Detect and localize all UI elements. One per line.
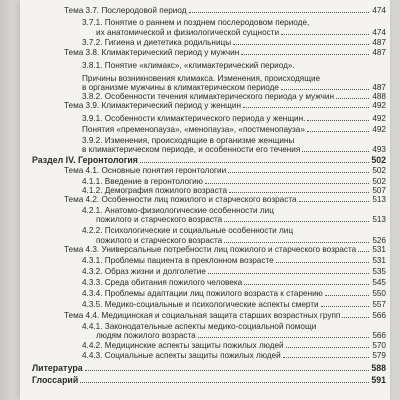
toc-entry: Тема 4.4. Медицинская и социальная защита старших возрастных групп 566 [64, 310, 386, 320]
toc-entry: Понятия «пременопауза», «менопауза», «постменопауза» 492 [82, 125, 386, 135]
toc-entry: их анатомической и физиологической сущности 474 [96, 27, 386, 37]
toc-entry: 4.1.2. Демография пожилого возраста 507 [82, 185, 386, 195]
toc-entry: 4.3.3. Среда обитания пожилого человека 545 [82, 277, 386, 287]
toc-entry: 4.3.2. Образ жизни и долголетие 535 [82, 266, 386, 276]
toc-entry: пожилого и старческого возраста 513 [96, 215, 386, 225]
toc-entry: 4.1.1. Введение в геронтологию 502 [82, 176, 386, 186]
toc-entry: 3.8.1. Понятие «климакс», «климактерический период». [82, 60, 295, 70]
toc-entry: 4.3.1. Проблемы пациента в преклонном возрасте 531 [82, 255, 386, 265]
toc-entry: 4.2.2. Психологические и социальные особенности лиц [82, 226, 294, 236]
toc-entry: 4.4.2. Медицинские аспекты защиты пожилых людей 570 [82, 341, 386, 351]
toc-entry: Тема 4.3. Универсальные потребности лиц пожилого и старческого возраста 531 [64, 244, 386, 254]
toc-entry: Тема 3.9. Климактерический период у женщин 492 [64, 101, 386, 111]
toc-section-heading: Литература 588 [32, 363, 386, 373]
left-page-edge [0, 0, 20, 400]
toc-entry: Тема 3.8. Климактерический период у мужчин 487 [64, 47, 386, 57]
toc-entry: 3.7.1. Понятие о раннем и позднем послеродовом периоде, [82, 18, 310, 28]
toc-entry: 4.4.1. Законодательные аспекты медико-социальной помощи [82, 322, 317, 331]
toc-entry: 3.9.2. Изменения, происходящие в организме женщины [82, 136, 295, 146]
toc-entry: 3.9.1. Особенности климактерического периода у женщин. 492 [82, 114, 386, 124]
toc-entry: Тема 4.1. Основные понятия геронтологии 502 [64, 165, 386, 175]
toc-section-heading: Раздел IV. Геронтология 502 [32, 155, 386, 166]
toc-entry: в организме мужчины в климактерическом периоде 487 [82, 82, 386, 92]
toc-entry: Тема 4.2. Особенности лиц пожилого и старческого возраста 513 [64, 195, 386, 205]
toc-entry: пожилого и старческого возраста 526 [96, 235, 386, 245]
toc-entry: 3.8.2. Особенности течения климактерического периода у мужчин 488 [82, 92, 386, 101]
toc-entry: Причины возникновения климакса. Изменения, происходящие [82, 73, 321, 83]
toc-entry: 3.7.2. Гигиена и диететика родильницы 487 [82, 37, 386, 47]
toc-entry: людям пожилого возраста 566 [96, 331, 386, 341]
toc-entry: 4.3.5. Медико-социальные и психологические аспекты смерти 557 [82, 299, 386, 309]
toc-entry: 4.3.4. Проблемы адаптации лиц пожилого возраста к старению 550 [82, 288, 386, 298]
toc-entry: 4.2.1. Анатомо-физиологические особенности лиц [82, 206, 274, 216]
book-page [20, 0, 390, 400]
toc-entry: в климактерическом периоде, и особенности его течения 493 [82, 145, 386, 155]
toc-section-heading: Глоссарий 591 [32, 375, 386, 385]
toc-entry: 4.4.3. Социальные аспекты защиты пожилых людей 579 [82, 351, 386, 361]
toc-entry: Тема 3.7. Послеродовой период 474 [64, 5, 386, 15]
